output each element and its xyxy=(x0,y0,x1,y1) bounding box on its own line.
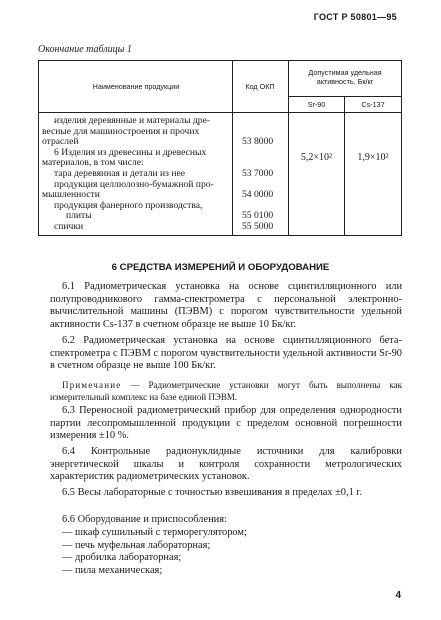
note xyxy=(50,380,402,403)
list-item: — дробилка лабораторная; xyxy=(62,552,182,564)
paragraph-6-5: 6.5 Весы лабораторные с точностью взвешивания в пределах ±0,1 г. xyxy=(62,487,363,498)
product-row: материалов, в том числе: xyxy=(42,157,144,169)
note-text: — Радиометрические установки могут быть выполнены как измерительный комплекс на базе единой ПЭВМ. xyxy=(50,380,402,402)
product-row: плиты xyxy=(66,210,92,222)
product-row: весные для машиностроения и прочих xyxy=(42,125,200,137)
paragraph-6-1: 6.1 Радиометрическая установка на основе сцинтилляционного или полупроводникового гамма-спектрометра с персональной электронно-вычислительной машины (ПЭВМ) с порогом чувствительности удельной активности Cs-137 в счетном образце не выше 10 Бк/кг. xyxy=(50,281,402,330)
note-label: Примечание xyxy=(62,380,122,390)
document-header: ГОСТ Р 50801—95 xyxy=(313,12,397,22)
paragraph-6-6: 6.6 Оборудование и приспособления: xyxy=(62,514,227,525)
list-item: — печь муфельная лабораторная; xyxy=(62,539,211,551)
okp-code: 55 0100 xyxy=(242,210,274,222)
page-number: 4 xyxy=(395,590,401,601)
okp-code: 53 7000 xyxy=(242,168,274,179)
okp-code: 54 0000 xyxy=(242,189,274,201)
sr90-value: 5,2×10² xyxy=(300,152,333,163)
product-row: продукция целлюлозно-бумажной про- xyxy=(54,178,214,190)
header-product: Наименование продукции xyxy=(92,82,180,91)
product-row: мышленности xyxy=(42,189,100,201)
okp-code: 55 5000 xyxy=(242,221,274,232)
okp-code: 53 8000 xyxy=(242,136,274,148)
section-title: 6 СРЕДСТВА ИЗМЕРЕНИЙ И ОБОРУДОВАНИЕ xyxy=(111,262,330,273)
products-table xyxy=(38,60,402,236)
paragraph-6-3: 6.3 Переносной радиометрический прибор для определения однородности партии лесопромышленной продукции с пределом основной погрешности измерения ±10 %. xyxy=(50,405,402,442)
equipment-list xyxy=(62,527,247,577)
header-cs137: Cs-137 xyxy=(361,100,385,109)
product-row: продукция фанерного производства, xyxy=(54,199,203,211)
header-okp: Код ОКП xyxy=(245,82,275,91)
table-caption: Окончание таблицы 1 xyxy=(38,44,132,55)
list-item: — шкаф сушильный с терморегулятором; xyxy=(62,527,247,538)
product-row: отраслей xyxy=(42,136,79,148)
paragraph-6-2: 6.2 Радиометрическая установка на основе сцинтилляционного бета-спектрометра с ПЭВМ с порогом чувствительности удельной активности Sr-90 в счетном образце не выше 100 Бк/кг. xyxy=(50,335,402,372)
header-activity: Допустимая удельная активность, Бк/кг xyxy=(308,68,382,86)
paragraph-6-4: 6.4 Контрольные радионуклидные источники для калибровки энергетической шкалы и контроля сохранности метрологических характеристик радиометрических установок. xyxy=(50,446,402,483)
header-sr90: Sr-90 xyxy=(307,100,326,109)
product-row: 6 Изделия из древесины и древесных xyxy=(54,146,207,158)
list-item: — пила механическая; xyxy=(62,564,163,576)
product-row: тара деревянная и детали из нее xyxy=(54,168,185,179)
cs137-value: 1,9×10² xyxy=(357,152,389,163)
product-row: спички xyxy=(54,221,84,232)
product-row: изделия деревянные и материалы дре- xyxy=(54,115,211,126)
